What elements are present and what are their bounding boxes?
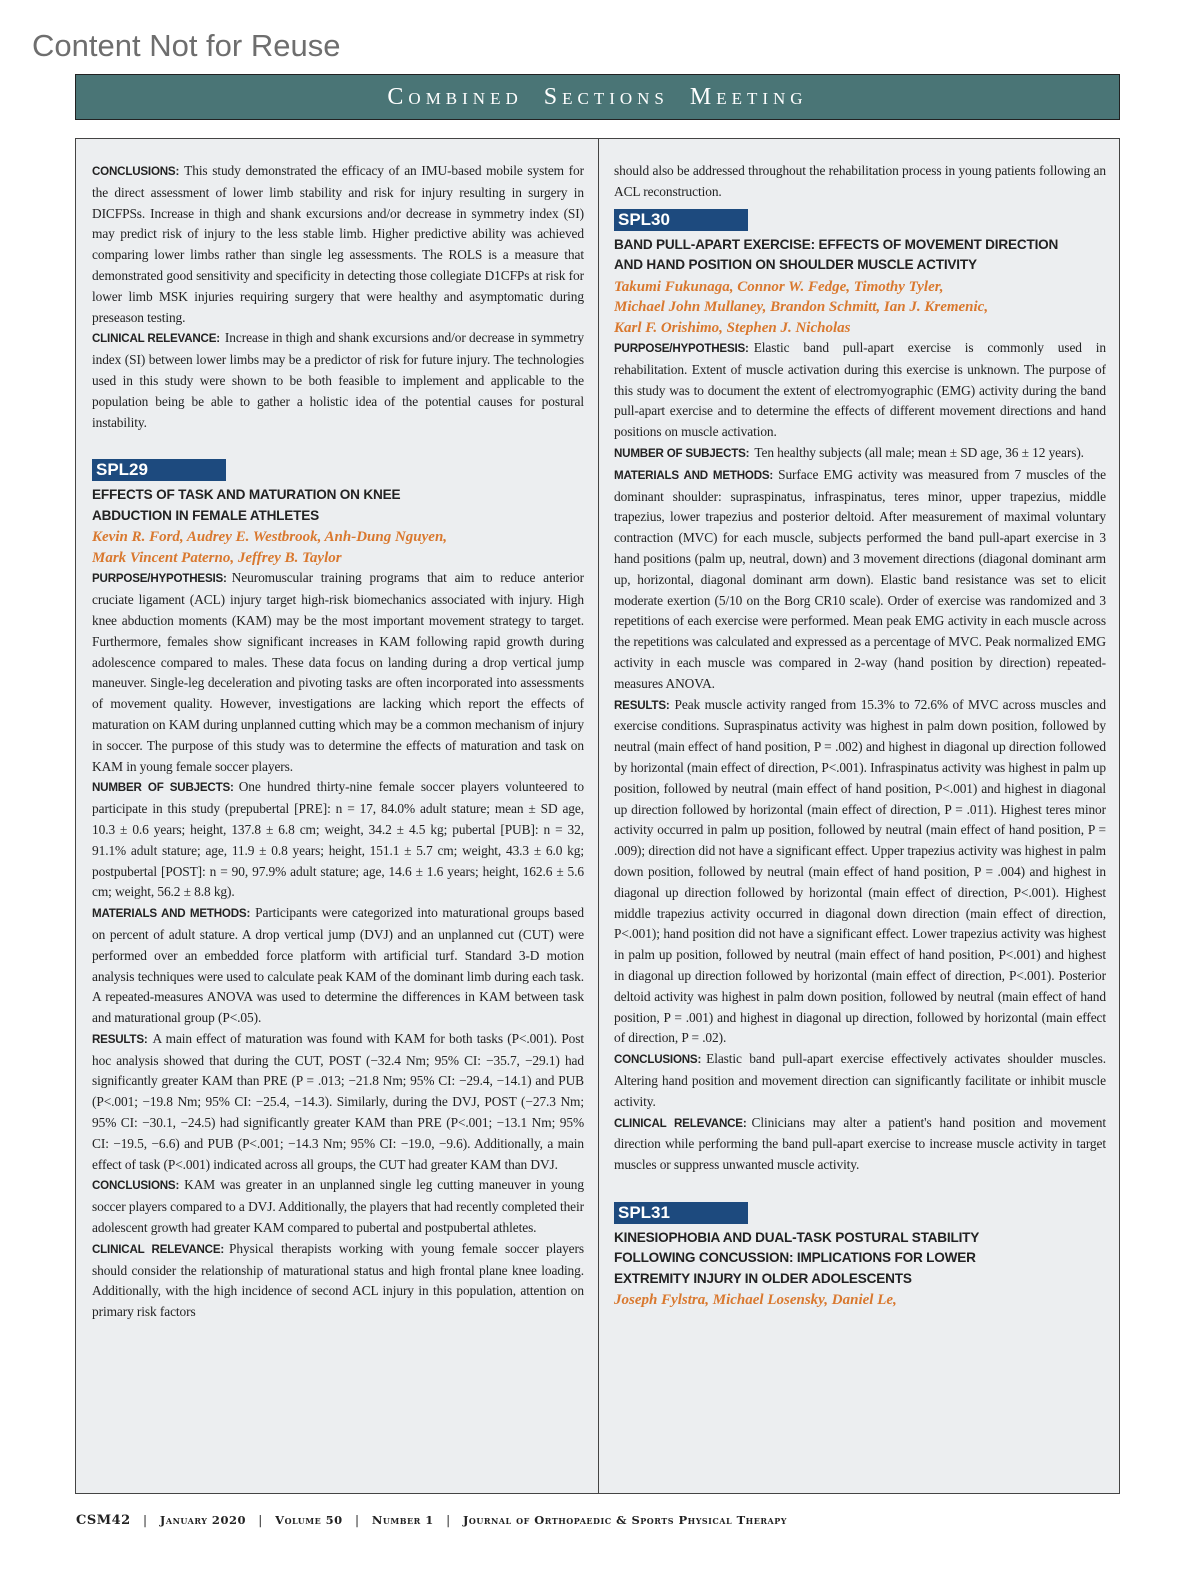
volume: Volume 50 [275,1513,343,1527]
paragraph [92,777,584,903]
author-list [614,277,1106,339]
section-label: NUMBER OF SUBJECTS: [614,447,750,461]
banner-title: Combined Sections Meeting [387,83,808,110]
section-banner [75,74,1120,120]
title-line: EXTREMITY INJURY IN OLDER ADOLESCENTS [614,1270,912,1286]
page-number: CSM42 [76,1513,131,1528]
page-footer [76,1513,787,1528]
title-line: ABDUCTION IN FEMALE ATHLETES [92,507,319,523]
title-line: AND HAND POSITION ON SHOULDER MUSCLE ACTIVITY [614,257,977,273]
author-line: Karl F. Orishimo, Stephen J. Nicholas [614,319,851,336]
section-text: Elastic band pull-apart exercise effectively activates shoulder muscles. Altering hand position and movement direction can significantly facilitate or inhibit muscle activity. [614,1051,1106,1109]
section-label: RESULTS: [614,698,670,712]
section-text: Ten healthy subjects (all male; mean ± SD age, 36 ± 12 years). [754,445,1084,461]
paragraph [614,443,1106,465]
paragraph [614,1113,1106,1176]
paragraph [92,1175,584,1238]
section-label: CONCLUSIONS: [92,165,180,178]
section-label: MATERIALS AND METHODS: [614,468,774,482]
paragraph [614,338,1106,443]
issue-date: January 2020 [159,1513,246,1527]
section-text: Physical therapists working with young female soccer players should consider the relationship of maturational status and high frontal plane knee loading. Additionally, with the high incidence of second ACL injury in this population, attention on primary risk factors [92,1240,584,1320]
section-text: This study demonstrated the efficacy of an IMU-based mobile system for the direct assessment of lower limb stability and risk for injury resulting in surgery in DICFPSs. Increase in thigh and shank excursions and/or decrease in symmetry index (SI) may predict risk of injury to the less stable limb. Higher predictive ability was achieved comparing lower limbs rather than single leg assessments. The ROLS is a measure that demonstrated good sensitivity and specificity in detecting those collegiate D1CFPs at risk for lower limb MSK injuries requiring surgery that were healthy and asymptomatic during preseason testing. [92,163,584,325]
author-line: Kevin R. Ford, Audrey E. Westbrook, Anh-Dung Nguyen, [92,529,448,546]
article-panel [75,138,1120,1494]
section-text: KAM was greater in an unplanned single leg cutting maneuver in young soccer players compared to a DVJ. Additionally, the players that had recently completed their adolescent growth had greater KAM compared to pubertal and postpubertal athletes. [92,1177,584,1236]
footer-separator: | [258,1513,263,1527]
abstract-code-spl30: SPL30 [614,209,748,231]
author-list [92,527,584,568]
section-text: Neuromuscular training programs that aim to reduce anterior cruciate ligament (ACL) injury target high-risk biomechanics associated with injury. High knee abduction moments (KAM) may be the most important movement strategy to target. Furthermore, females show significant increases in KAM following rapid growth during adolescence compared to males. These data focus on landing during a drop vertical jump maneuver. Single-leg deceleration and pivoting tasks are often incorporated into assessments of movement quality. However, investigations are lacking which report the effects of maturation on KAM during unplanned cutting which may be a common mechanism of injury in soccer. The purpose of this study was to determine the effects of maturation and task on KAM in young female soccer players. [92,570,584,774]
footer-separator: | [143,1513,148,1527]
left-column [92,161,584,1477]
section-label: CLINICAL RELEVANCE: [92,1242,225,1256]
footer-separator: | [446,1513,451,1527]
author-line: Takumi Fukunaga, Connor W. Fedge, Timothy Tyler, [614,278,944,295]
footer-separator: | [355,1513,360,1527]
title-line: EFFECTS OF TASK AND MATURATION ON KNEE [92,487,401,503]
title-line: BAND PULL-APART EXERCISE: EFFECTS OF MOVEMENT DIRECTION [614,236,1059,252]
paragraph [92,1239,584,1323]
section-label: MATERIALS AND METHODS: [92,907,251,921]
paragraph [92,161,584,328]
section-text: Increase in thigh and shank excursions and/or decrease in symmetry index (SI) between lower limbs may be a predictor of risk for future injury. The technologies used in this study were shown to be both feasible to implement and applicable to the population being be able to gather a holistic idea of the potential causes for postural instability. [92,330,584,430]
section-label: PURPOSE/HYPOTHESIS: [92,572,227,586]
section-label: CLINICAL RELEVANCE: [92,332,220,346]
journal-name: Journal of Orthopaedic & Sports Physical Therapy [462,1513,787,1527]
column-divider [598,139,599,1493]
section-text: should also be addressed throughout the rehabilitation process in young patients following an ACL reconstruction. [614,163,1106,199]
section-text: Participants were categorized into maturational groups based on percent of adult stature. A drop vertical jump (DVJ) and an unplanned cut (CUT) were performed over an embedded force platform with artificial turf. Standard 3-D motion analysis techniques were used to calculate peak KAM of the dominant limb during each task. A repeated-measures ANOVA was used to determine the differences in KAM between task and maturational group (P<.05). [92,905,584,1026]
paragraph [92,1029,584,1176]
issue-number: Number 1 [371,1513,434,1527]
watermark: Content Not for Reuse [32,28,341,63]
section-label: NUMBER OF SUBJECTS: [92,781,234,795]
section-text: One hundred thirty-nine female soccer players volunteered to participate in this study (prepubertal [PRE]: n = 17, 84.0% adult stature; mean ± SD age, 10.3 ± 0.6 years; height, 137.8 ± 6.8 cm; weight, 34.2 ± 4.5 kg; pubertal [PUB]: n = 32, 91.1% adult stature; age, 11.9 ± 0.8 years; height, 151.1 ± 5.7 cm; weight, 43.3 ± 6.0 kg; postpubertal [POST]: n = 90, 97.9% adult stature; age, 14.6 ± 1.6 years; height, 162.6 ± 5.6 cm; weight, 56.2 ± 8.8 kg). [92,779,584,900]
paragraph [92,328,584,433]
section-text: A main effect of maturation was found with KAM for both tasks (P<.001). Post hoc analysis showed that during the CUT, POST (−32.4 Nm; 95% CI: −35.7, −29.1) had significantly greater KAM than PRE (P = .013; −21.8 Nm; 95% CI: −29.4, −14.1) and PUB (P<.001; −19.8 Nm; 95% CI: −25.4, −14.3). Similarly, during the DVJ, POST (−27.3 Nm; 95% CI: −30.1, −24.5) had significantly greater KAM than PRE (P<.001; −13.1 Nm; 95% CI: −19.5, −6.6) and PUB (P<.001; −14.3 Nm; 95% CI: −19.0, −9.6). Additionally, a main effect of task (P<.001) indicated across all groups, the CUT had greater KAM than DVJ. [92,1030,584,1172]
abstract-code-spl29: SPL29 [92,459,226,481]
author-list [614,1290,1106,1311]
section-text: Peak muscle activity ranged from 15.3% to 72.6% of MVC across muscles and exercise conditions. Supraspinatus activity was highest in palm down position, followed by neutral (main effect of hand position, P = .002) and highest in diagonal up direction followed by horizontal (main effect of direction, P<.001). Infraspinatus activity was highest in palm up position, followed by neutral (main effect of hand position, P<.001) and highest in diagonal up direction followed by horizontal (main effect of direction, P = .011). Highest teres minor activity occurred in palm up position, followed by neutral (main effect of hand position, P = .009); direction did not have a significant effect. Upper trapezius activity was highest in palm down position, followed by neutral (main effect of hand position, P = .004) and highest in diagonal up direction followed by horizontal (main effect of direction, P<.001). Highest middle trapezius activity occurred in diagonal down direction (main effect of direction, P<.001); hand position did not have a significant effect. Lower trapezius activity was highest in palm up position, followed by neutral (main effect of hand position, P<.001) and highest in diagonal up direction followed by horizontal (main effect of direction, P<.001). Posterior deltoid activity was highest in palm down position, followed by neutral (main effect of hand position, P = .001) and highest in diagonal up direction, followed by horizontal (main effect of direction, P = .02). [614,696,1106,1046]
abstract-title [614,1228,1106,1290]
section-label: CONCLUSIONS: [614,1053,702,1067]
section-text: Surface EMG activity was measured from 7 muscles of the dominant shoulder: supraspinatus, infraspinatus, teres minor, upper trapezius, middle trapezius, lower trapezius and posterior deltoid. After measurement of maximal voluntary contraction (MVC) for each muscle, subjects performed the band pull-apart exercise in 3 hand positions (palm up, neutral, down) and 3 movement directions (diagonal dominant arm up, horizontal, diagonal dominant arm down). Elastic band resistance was set to elicit moderate exertion (5/10 on the Borg CR10 scale). Order of exercise was randomized and 3 repetitions of each exercise were performed. Mean peak EMG activity in each muscle across the repetitions was calculated and expressed as a percentage of MVC. Peak normalized EMG activity in each muscle was compared in 2-way (hand position by direction) repeated-measures ANOVA. [614,466,1106,691]
paragraph [92,568,584,777]
paragraph [614,695,1106,1050]
paragraph [614,161,1106,203]
abstract-title [92,485,584,526]
section-label: CONCLUSIONS: [92,1179,180,1193]
abstract-title [614,235,1106,276]
section-label: PURPOSE/HYPOTHESIS: [614,342,749,356]
abstract-code-spl31: SPL31 [614,1202,748,1224]
title-line: FOLLOWING CONCUSSION: IMPLICATIONS FOR LOWER [614,1250,976,1266]
paragraph [92,903,584,1029]
author-line: Michael John Mullaney, Brandon Schmitt, Ian J. Kremenic, [614,299,989,316]
section-text: Elastic band pull-apart exercise is commonly used in rehabilitation. Extent of muscle activation during this exercise is unknown. The purpose of this study was to document the extent of electromyographic (EMG) activity during the band pull-apart exercise and to determine the effects of different movement directions and hand positions on muscle activation. [614,340,1106,440]
right-column [614,161,1106,1477]
author-line: Joseph Fylstra, Michael Losensky, Daniel Le, [614,1292,897,1309]
title-line: KINESIOPHOBIA AND DUAL-TASK POSTURAL STABILITY [614,1229,980,1245]
paragraph [614,1049,1106,1112]
section-text: Clinicians may alter a patient's hand position and movement direction while performing the band pull-apart exercise to increase muscle activity in target muscles or suppress unwanted muscle activity. [614,1114,1106,1173]
section-label: CLINICAL RELEVANCE: [614,1116,747,1130]
author-line: Mark Vincent Paterno, Jeffrey B. Taylor [92,549,342,566]
paragraph [614,465,1106,695]
section-label: RESULTS: [92,1032,148,1046]
